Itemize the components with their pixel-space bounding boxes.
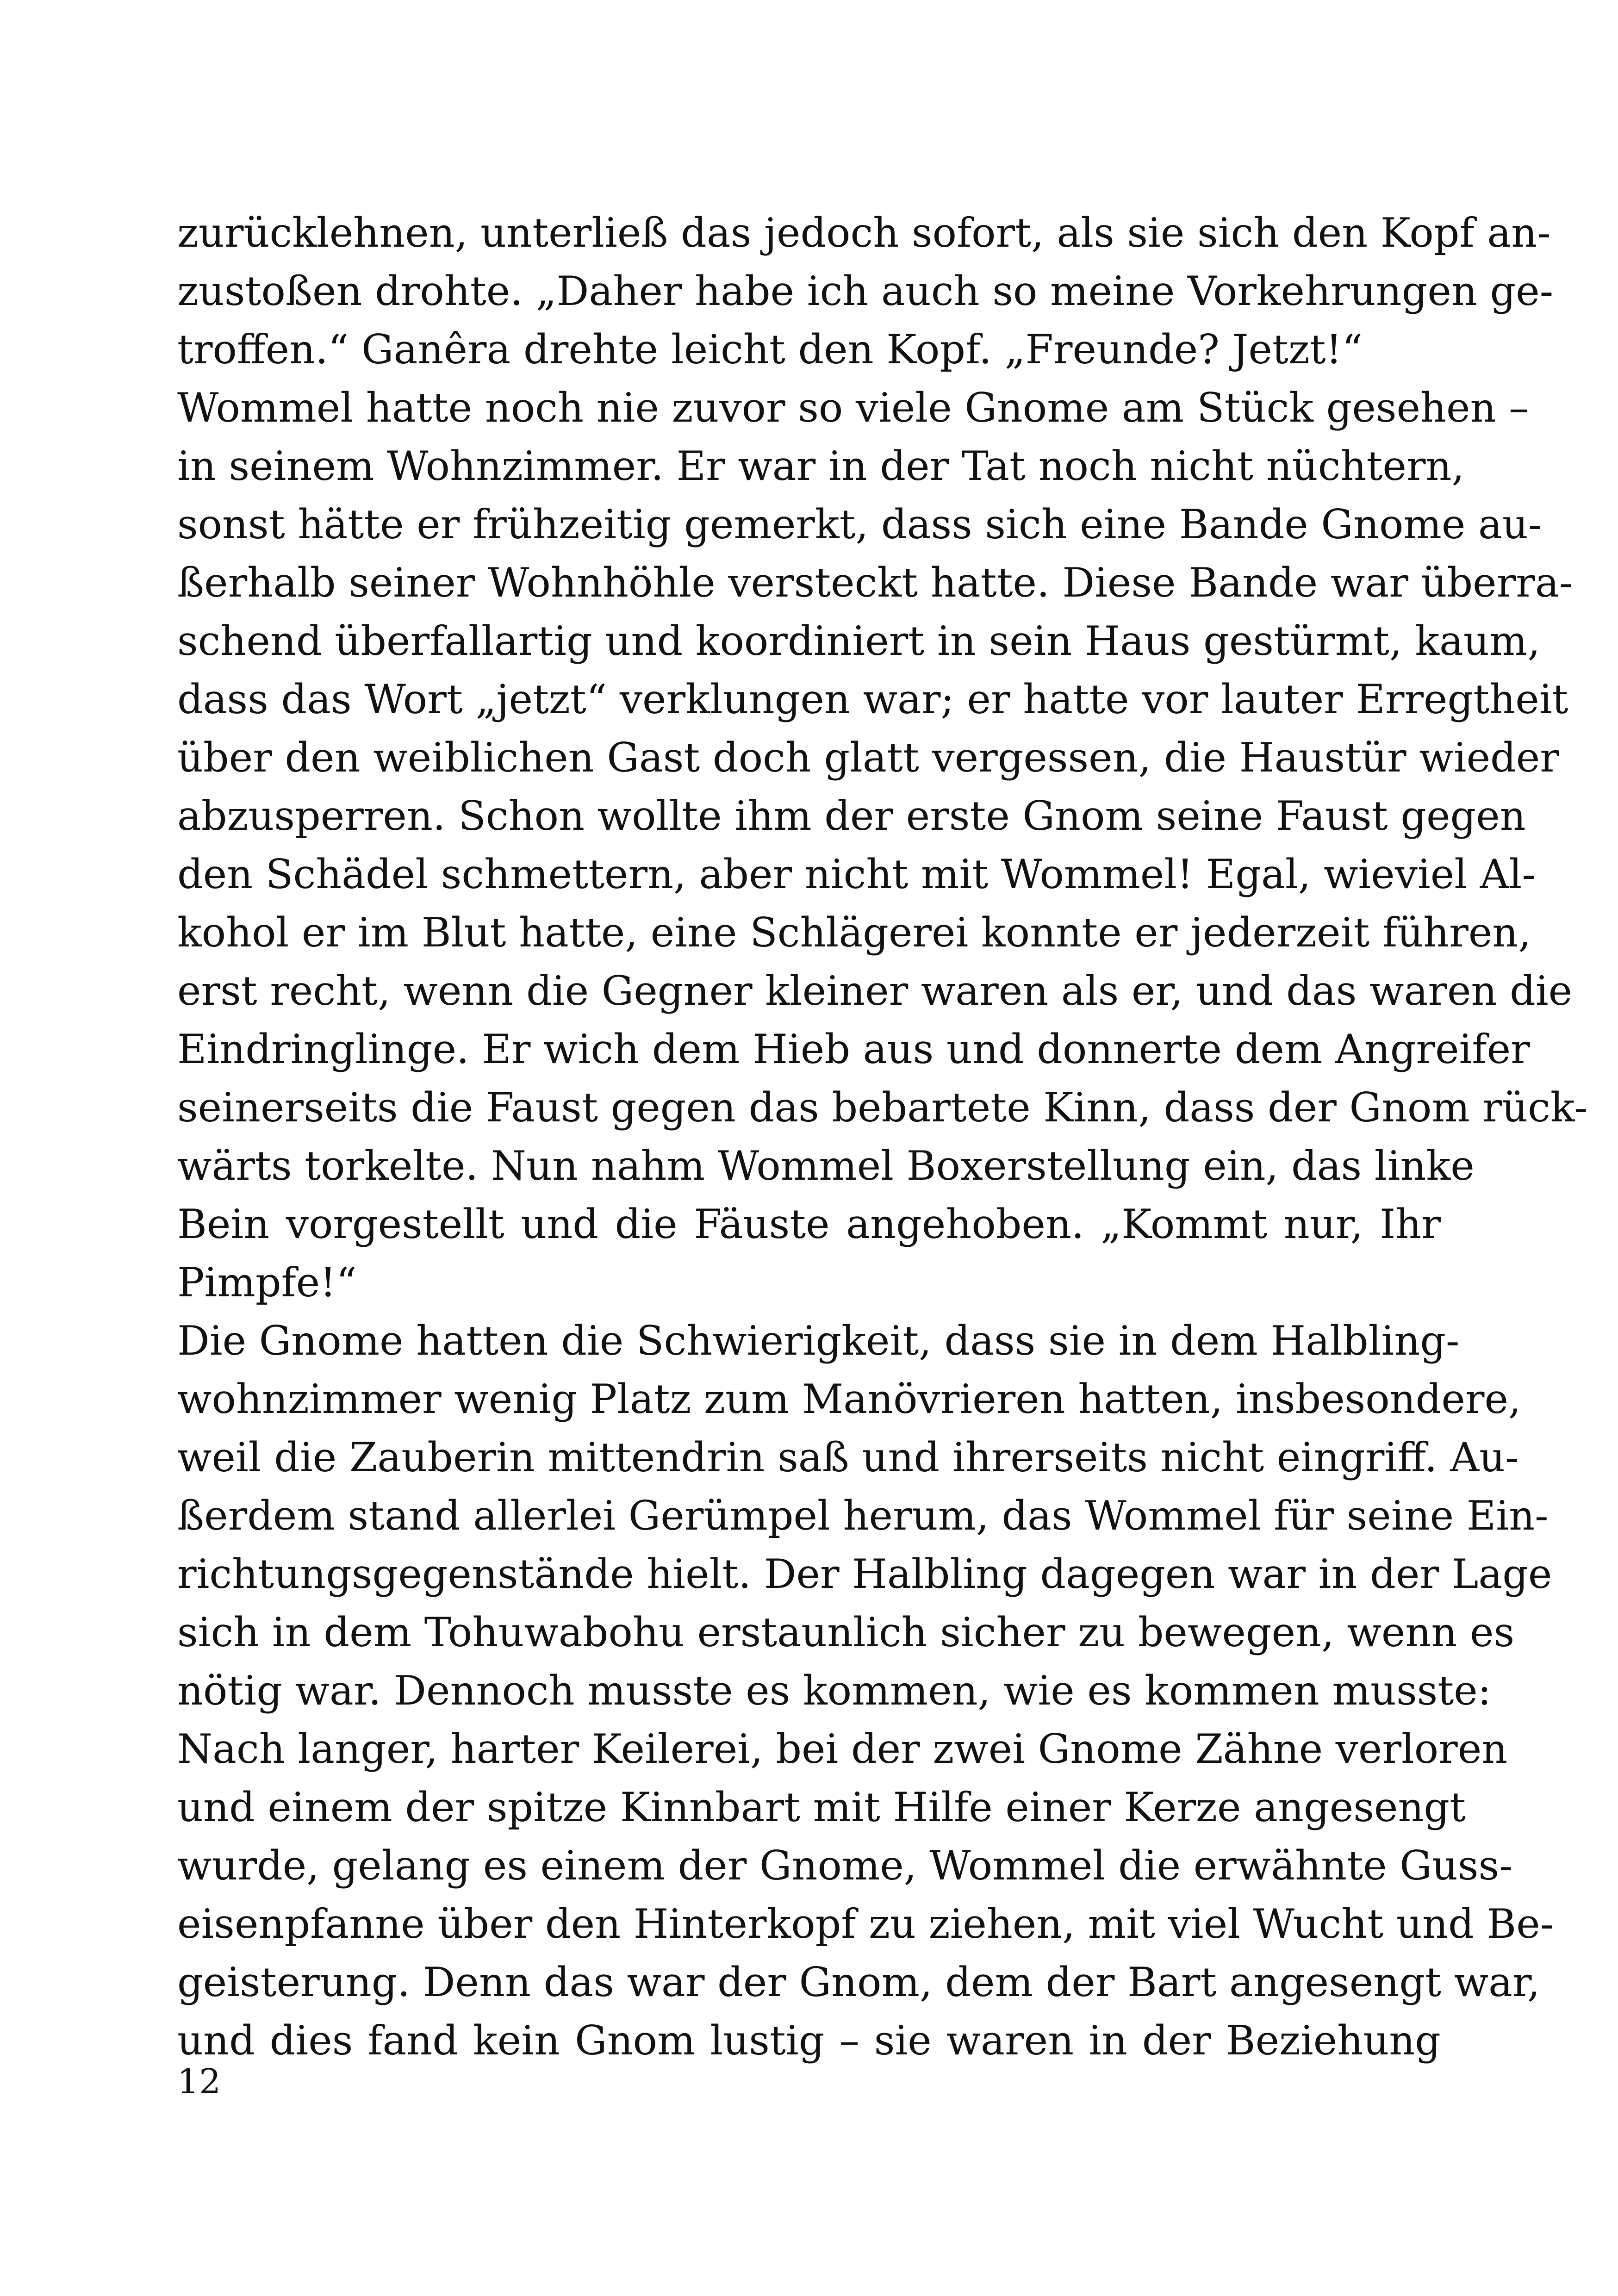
text-line: über den weiblichen Gast doch glatt vergessen, die Haustür wieder	[177, 734, 1559, 781]
text-line: schend überfallartig und koordiniert in sein Haus gestürmt, kaum,	[177, 617, 1541, 665]
text-line: geisterung. Denn das war der Gnom, dem der Bart angesengt war,	[177, 1959, 1540, 2006]
text-line: kohol er im Blut hatte, eine Schlägerei konnte er jederzeit führen,	[177, 909, 1531, 956]
text-line: ßerhalb seiner Wohnhöhle versteckt hatte. Diese Bande war überra-	[177, 559, 1573, 606]
text-line: und einem der spitze Kinnbart mit Hilfe einer Kerze angesengt	[177, 1784, 1466, 1831]
text-line: seinerseits die Faust gegen das bebartete Kinn, dass der Gnom rück-	[177, 1084, 1588, 1131]
text-line: in seinem Wohnzimmer. Er war in der Tat noch nicht nüchtern,	[177, 442, 1465, 490]
text-line: und dies fand kein Gnom lustig – sie waren in der Beziehung	[177, 2017, 1441, 2064]
text-line: Eindringlinge. Er wich dem Hieb aus und donnerte dem Angreifer	[177, 1026, 1530, 1073]
text-line: Pimpfe!“	[177, 1259, 357, 1306]
text-line: zustoßen drohte. „Daher habe ich auch so meine Vorkehrungen ge-	[177, 268, 1554, 315]
text-line: wohnzimmer wenig Platz zum Manövrieren hatten, insbesondere,	[177, 1375, 1521, 1423]
text-line: sich in dem Tohuwabohu erstaunlich sicher zu bewegen, wenn es	[177, 1609, 1515, 1656]
text-line: eisenpfanne über den Hinterkopf zu ziehen, mit viel Wucht und Be-	[177, 1900, 1554, 1948]
text-line: sonst hätte er frühzeitig gemerkt, dass sich eine Bande Gnome au-	[177, 501, 1542, 548]
text-line: wärts torkelte. Nun nahm Wommel Boxerstellung ein, das linke	[177, 1142, 1475, 1189]
text-line: den Schädel schmettern, aber nicht mit Wommel! Egal, wieviel Al-	[177, 851, 1536, 898]
text-line: Die Gnome hatten die Schwierigkeit, dass sie in dem Halbling-	[177, 1317, 1460, 1364]
text-line: zurücklehnen, unterließ das jedoch sofort, als sie sich den Kopf an-	[177, 209, 1551, 256]
body-text	[177, 204, 1588, 2070]
text-line: richtungsgegenstände hielt. Der Halbling dagegen war in der Lage	[177, 1550, 1552, 1598]
text-line: ßerdem stand allerlei Gerümpel herum, das Wommel für seine Ein-	[177, 1492, 1549, 1539]
text-line: troffen.“ Ganêra drehte leicht den Kopf. „Freunde? Jetzt!“	[177, 326, 1363, 373]
text-line: Wommel hatte noch nie zuvor so viele Gnome am Stück gesehen –	[177, 384, 1529, 431]
text-line: abzusperren. Schon wollte ihm der erste Gnom seine Faust gegen	[177, 792, 1526, 840]
page-number: 12	[177, 2062, 221, 2102]
text-line: dass das Wort „jetzt“ verklungen war; er hatte vor lauter Erregtheit	[177, 676, 1568, 723]
text-line: erst recht, wenn die Gegner kleiner waren als er, und das waren die	[177, 967, 1573, 1014]
text-line: nötig war. Dennoch musste es kommen, wie es kommen musste:	[177, 1667, 1492, 1714]
text-line: Bein vorgestellt und die Fäuste angehoben. „Kommt nur, Ihr	[177, 1201, 1441, 1248]
text-line: Nach langer, harter Keilerei, bei der zwei Gnome Zähne verloren	[177, 1725, 1508, 1773]
text-line: weil die Zauberin mittendrin saß und ihrerseits nicht eingriff. Au-	[177, 1434, 1519, 1481]
text-line: wurde, gelang es einem der Gnome, Wommel die erwähnte Guss-	[177, 1842, 1513, 1889]
